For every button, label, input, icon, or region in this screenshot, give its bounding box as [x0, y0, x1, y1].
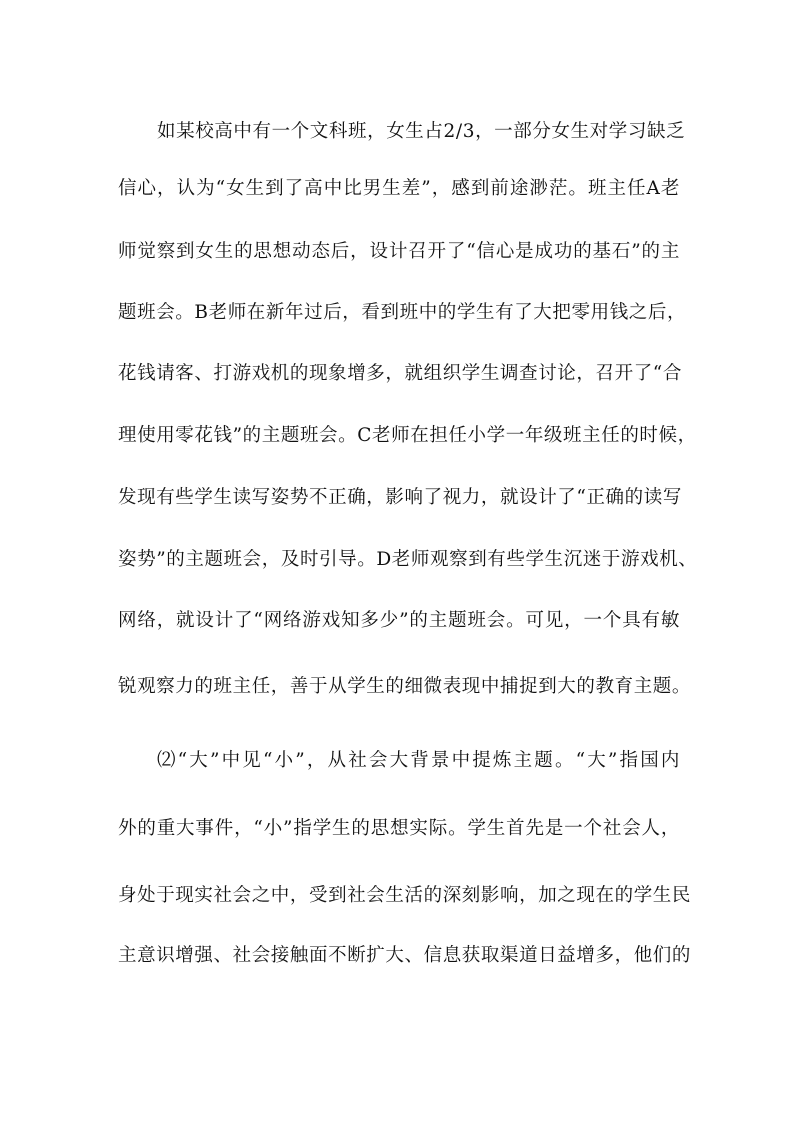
- paragraph-2-line-3: 身处于现实社会之中，受到社会生活的深刻影响，加之现在的学生民: [118, 885, 692, 906]
- paragraph-1-line-5: 花钱请客、打游戏机的现象增多，就组织学生调查讨论，召开了“合: [118, 363, 682, 384]
- paragraph-1-line-10: 锐观察力的班主任，善于从学生的细微表现中捕捉到大的教育主题。: [118, 676, 692, 697]
- paragraph-1-line-8: 姿势”的主题班会，及时引导。D老师观察到有些学生沉迷于游戏机、: [118, 549, 698, 570]
- paragraph-1-line-6: 理使用零花钱”的主题班会。C老师在担任小学一年级班主任的时候，: [118, 425, 697, 446]
- paragraph-1-line-7: 发现有些学生读写姿势不正确，影响了视力，就设计了“正确的读写: [118, 487, 682, 508]
- paragraph-2-line-1: ⑵“大”中见“小”，从社会大背景中提炼主题。“大”指国内: [157, 750, 680, 771]
- paragraph-1-line-4: 题班会。B老师在新年过后，看到班中的学生有了大把零用钱之后，: [118, 302, 687, 323]
- paragraph-1-line-1: 如某校高中有一个文科班，女生占2/3，一部分女生对学习缺乏: [157, 121, 686, 142]
- paragraph-1-line-2: 信心，认为“女生到了高中比男生差”，感到前途渺茫。班主任A老: [118, 178, 680, 199]
- paragraph-1-line-9: 网络，就设计了“网络游戏知多少”的主题班会。可见，一个具有敏: [118, 610, 680, 631]
- paragraph-2-line-2: 外的重大事件，“小”指学生的思想实际。学生首先是一个社会人，: [118, 818, 680, 839]
- paragraph-1-line-3: 师觉察到女生的思想动态后，设计召开了“信心是成功的基石”的主: [118, 241, 680, 262]
- paragraph-2-line-4: 主意识增强、社会接触面不断扩大、信息获取渠道日益增多，他们的: [118, 945, 692, 966]
